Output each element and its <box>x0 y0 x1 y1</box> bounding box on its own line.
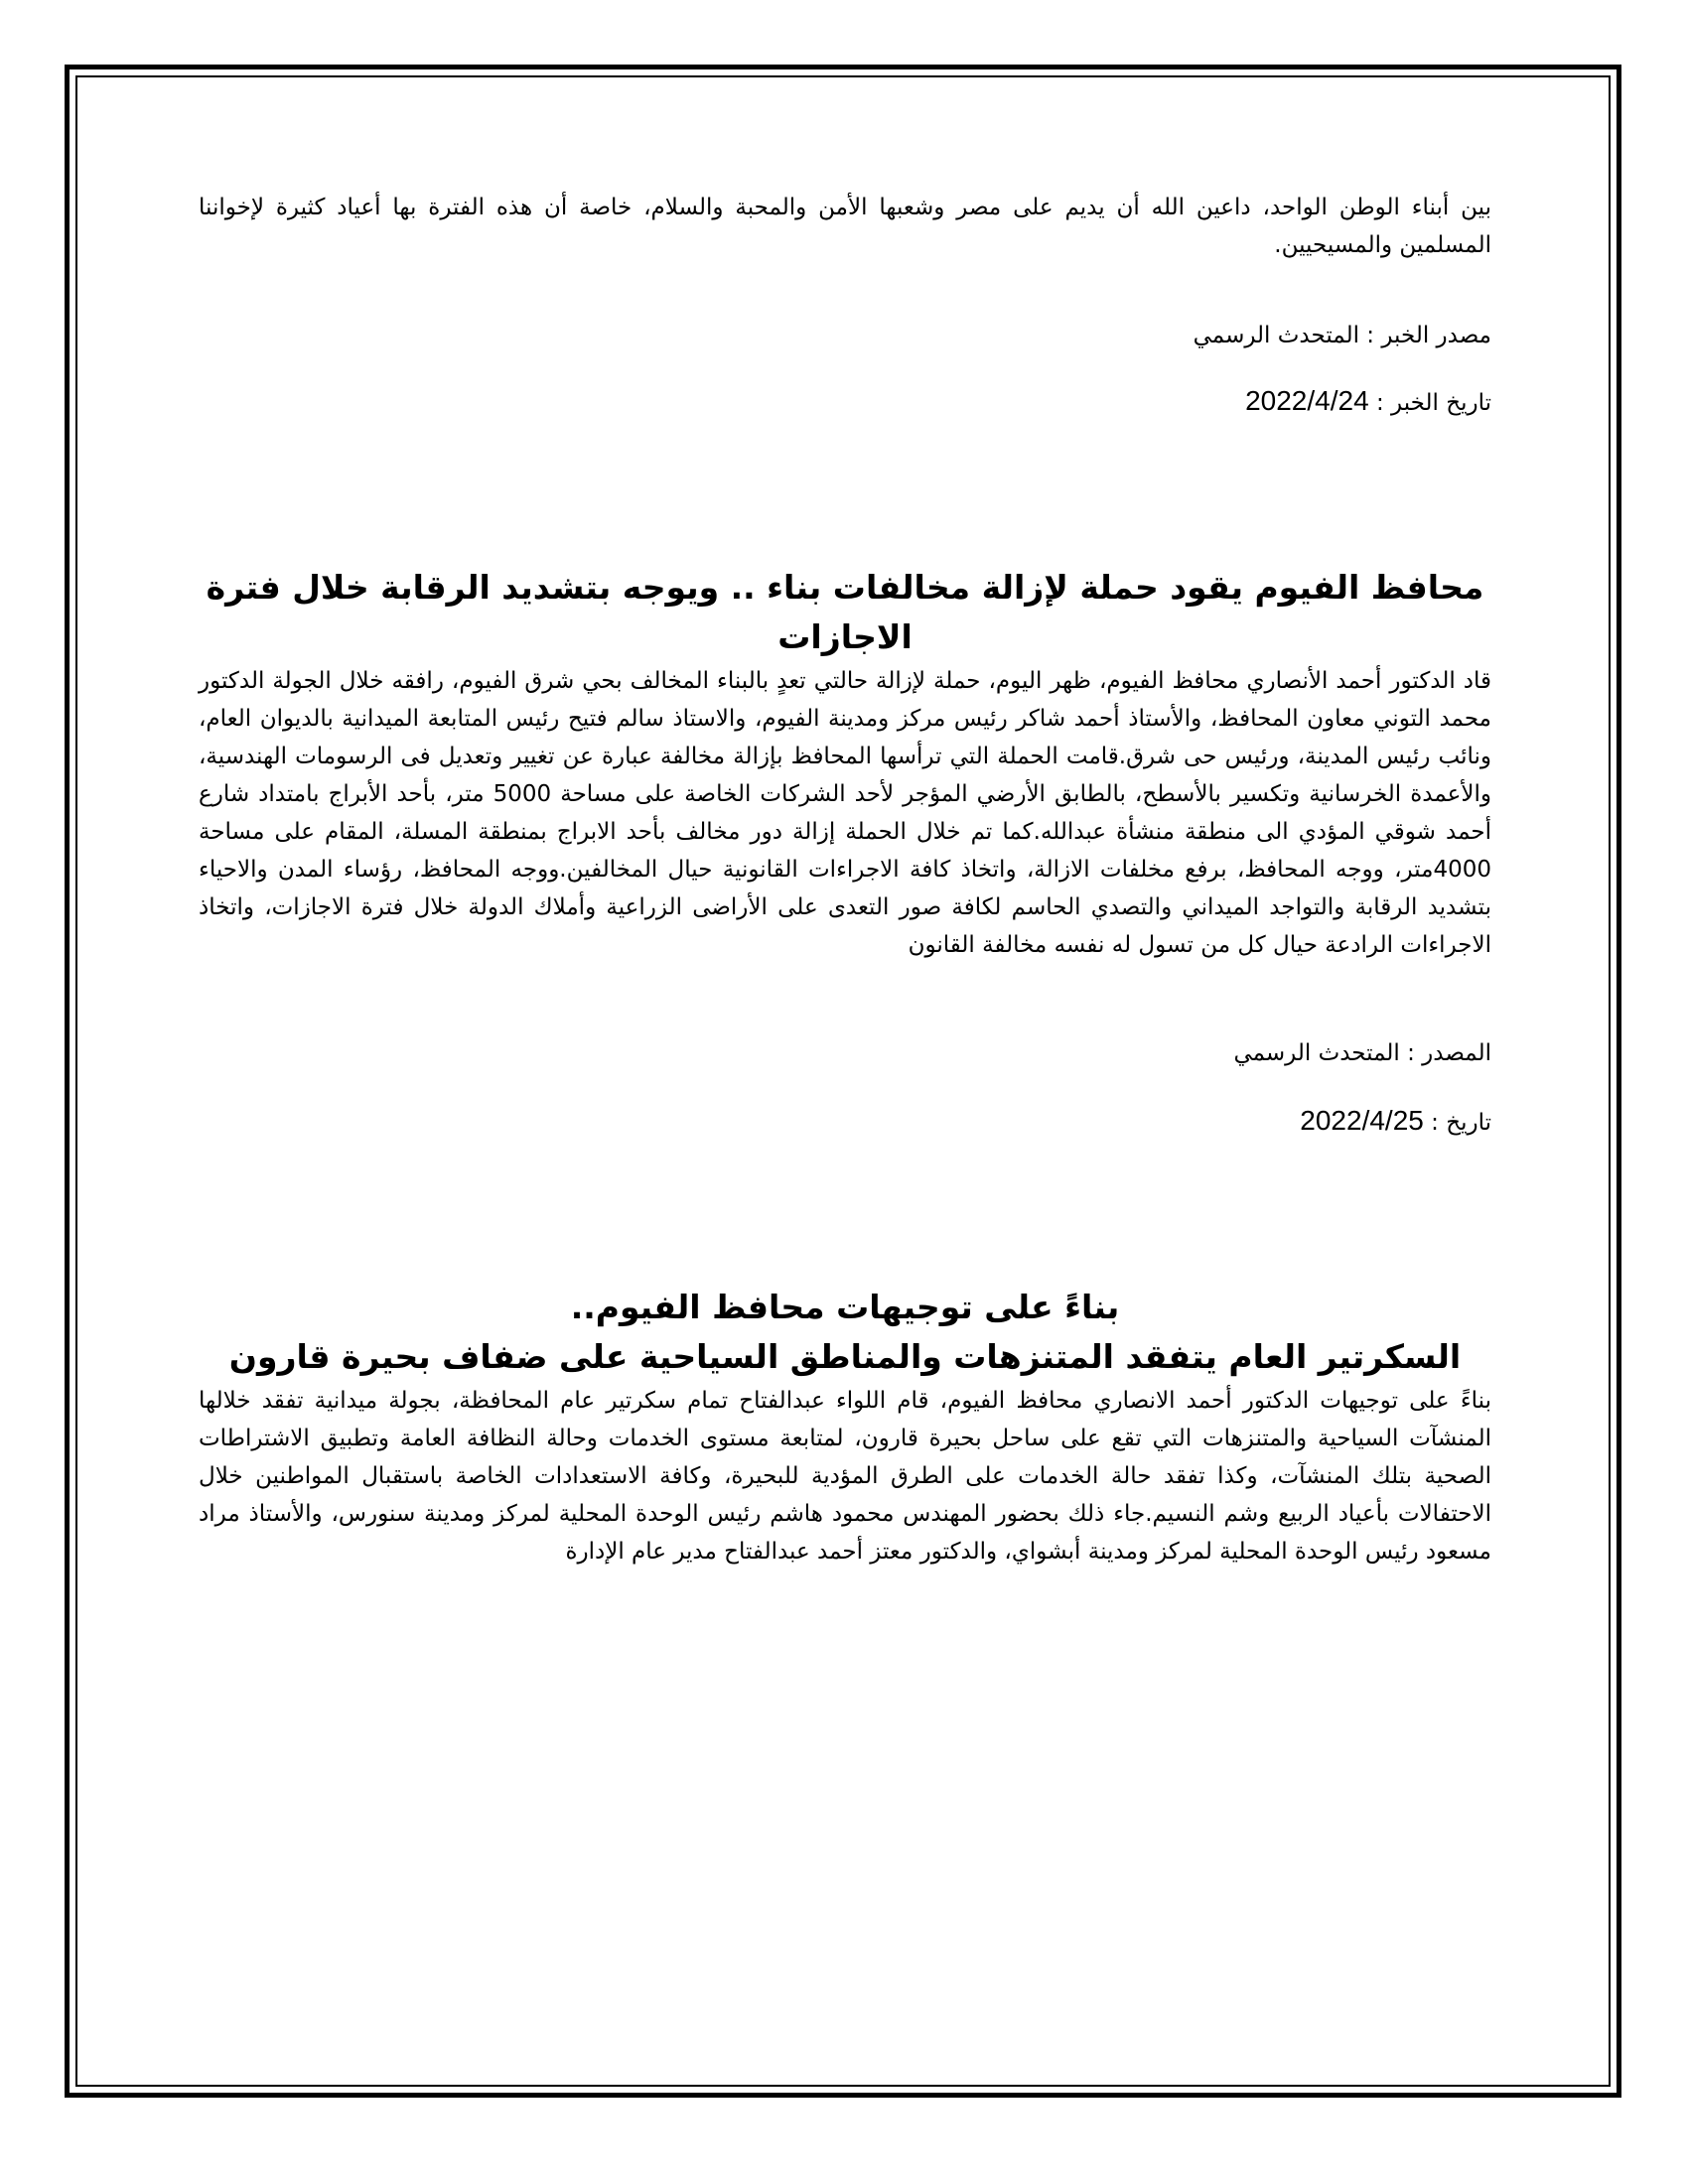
intro-source-label: مصدر الخبر : <box>1358 323 1491 348</box>
intro-source <box>199 320 1491 351</box>
article1-date-label: تاريخ : <box>1423 1110 1491 1136</box>
article1-body: قاد الدكتور أحمد الأنصاري محافظ الفيوم، ظهر اليوم، حملة لإزالة حالتي تعدٍ بالبناء المخالف بحي شرق الفيوم، رافقه خلال الجولة الدكتور محمد التوني معاون المحافظ، والأستاذ أحمد شاكر رئيس مركز ومدينة الفيوم، والاستاذ سالم فتيح رئيس المتابعة الميدانية بالديوان العام، ونائب رئيس المدينة، ورئيس حى شرق.قامت الحملة التي ترأسها المحافظ بإزالة مخالفة عبارة عن تغيير وتعديل فى الرسومات الهندسية، والأعمدة الخرسانية وتكسير بالأسطح، بالطابق الأرضي المؤجر لأحد الشركات الخاصة على مساحة 5000 متر، بأحد الأبراج بامتداد شارع أحمد شوقي المؤدي الى منطقة منشأة عبدالله.كما تم خلال الحملة إزالة دور مخالف بأحد الابراج بمنطقة المسلة، المقام على مساحة 4000متر، ووجه المحافظ، برفع مخلفات الازالة، واتخاذ كافة الاجراءات القانونية حيال المخالفين.ووجه المحافظ، رؤساء المدن والاحياء بتشديد الرقابة والتواجد الميداني والتصدي الحاسم لكافة صور التعدى على الأراضى الزراعية وأملاك الدولة خلال فترة الاجازات، واتخاذ الاجراءات الرادعة حيال كل من تسول له نفسه مخالفة القانون <box>199 668 1491 958</box>
intro-date-value: 2022/4/24 <box>1245 385 1369 416</box>
article2-body: بناءً على توجيهات الدكتور أحمد الانصاري محافظ الفيوم، قام اللواء عبدالفتاح تمام سكرتير عام المحافظة، بجولة ميدانية تفقد خلالها المنشآت السياحية والمتنزهات التي تقع على ساحل بحيرة قارون، لمتابعة مستوى الخدمات وحالة النظافة العامة وتطبيق الاشتراطات الصحية بتلك المنشآت، وكذا تفقد حالة الخدمات على الطرق المؤدية للبحيرة، وكافة الاستعدادات الخاصة باستقبال المواطنين خلال الاحتفالات بأعياد الربيع وشم النسيم.جاء ذلك بحضور المهندس محمود هاشم رئيس الوحدة المحلية لمركز ومدينة سنورس، والأستاذ مراد مسعود رئيس الوحدة المحلية لمركز ومدينة أبشواي، والدكتور معتز أحمد عبدالفتاح مدير عام الإدارة <box>199 1388 1491 1565</box>
article2-headline-line2: السكرتير العام يتفقد المتنزهات والمناطق السياحية على ضفاف بحيرة قارون <box>228 1337 1462 1376</box>
article1-source <box>199 1037 1491 1069</box>
article1-date-value: 2022/4/25 <box>1300 1105 1424 1136</box>
article1-date <box>199 1105 1491 1139</box>
article1-source-value: المتحدث الرسمي <box>1233 1040 1400 1066</box>
intro-paragraph: بين أبناء الوطن الواحد، داعين الله أن يديم على مصر وشعبها الأمن والمحبة والسلام، خاصة أن هذه الفترة بها أعياد كثيرة لإخواننا المسلمين والمسيحيين. <box>199 195 1491 258</box>
intro-source-value: المتحدث الرسمي <box>1193 323 1359 348</box>
article1-headline: محافظ الفيوم يقود حملة لإزالة مخالفات بناء .. ويوجه بتشديد الرقابة خلال فترة الاجازات <box>206 568 1484 656</box>
article2-headline-line1: بناءً على توجيهات محافظ الفيوم.. <box>570 1288 1120 1326</box>
intro-date <box>199 385 1491 419</box>
article1-source-label: المصدر : <box>1399 1040 1491 1066</box>
document-content <box>199 189 1491 1570</box>
intro-date-label: تاريخ الخبر : <box>1368 390 1491 416</box>
